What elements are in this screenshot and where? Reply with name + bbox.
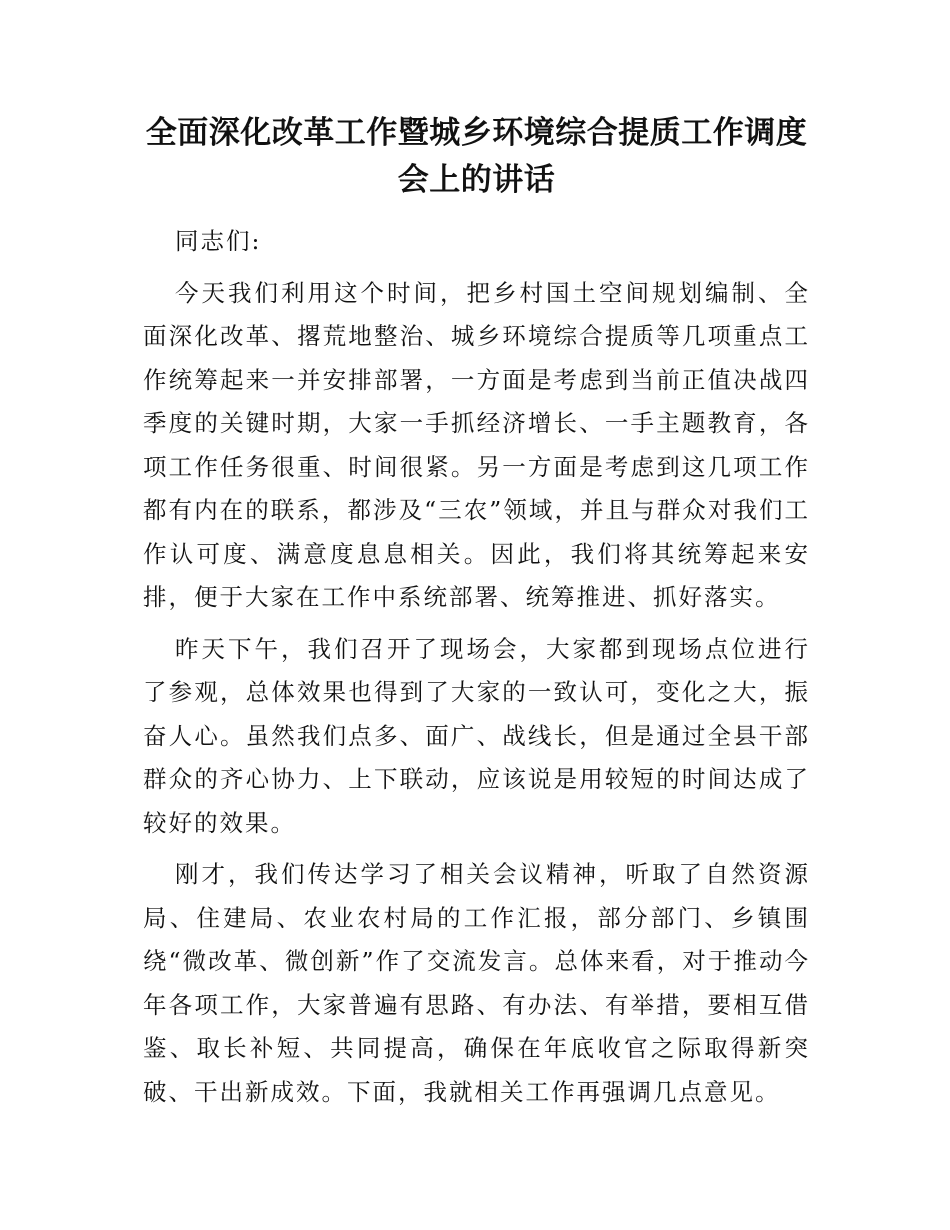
document-body — [143, 220, 810, 1114]
salutation: 同志们: — [175, 227, 262, 255]
paragraph-3: 刚才，我们传达学习了相关会议精神，听取了自然资源局、住建局、农业农村局的工作汇报，部分部门、乡镇围绕“微改革、微创新”作了交流发言。总体来看，对于推动今年各项工作，大家普遍有思路、有办法、有举措，要相互借鉴、取长补短、共同提高，确保在年底收官之际取得新突破、干出新成效。下面，我就相关工作再强调几点意见。 — [143, 860, 810, 1106]
document-title: 全面深化改革工作暨城乡环境综合提质工作调度会上的讲话 — [145, 115, 808, 198]
document-page — [143, 110, 810, 1122]
paragraph-2: 昨天下午，我们召开了现场会，大家都到现场点位进行了参观，总体效果也得到了大家的一致认可，变化之大，振奋人心。虽然我们点多、面广、战线长，但是通过全县干部群众的齐心协力、上下联动，应该说是用较短的时间达成了较好的效果。 — [143, 634, 810, 837]
paragraph-1: 今天我们利用这个时间，把乡村国土空间规划编制、全面深化改革、撂荒地整治、城乡环境综合提质等几项重点工作统筹起来一并安排部署，一方面是考虑到当前正值决战四季度的关键时期，大家一手抓经济增长、一手主题教育，各项工作任务很重、时间很紧。另一方面是考虑到这几项工作都有内在的联系，都涉及“三农”领域，并且与群众对我们工作认可度、满意度息息相关。因此，我们将其统筹起来安排，便于大家在工作中系统部署、统筹推进、抓好落实。 — [143, 278, 810, 611]
